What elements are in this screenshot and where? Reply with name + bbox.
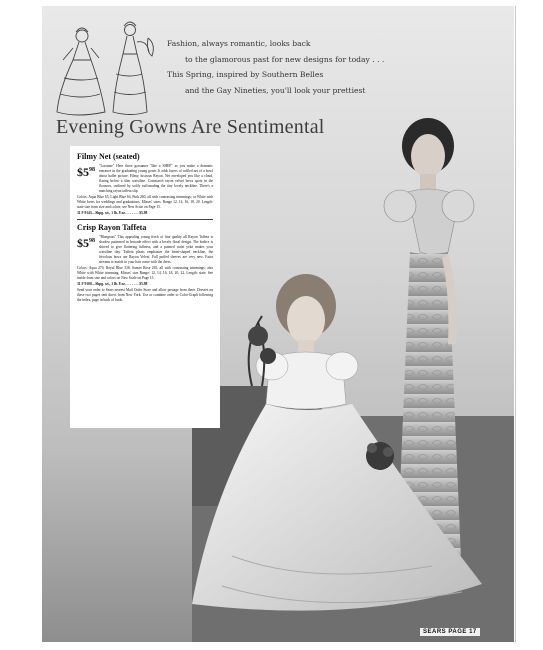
product-description-card	[70, 146, 220, 428]
page-edge	[515, 6, 516, 642]
page-footer: SEARS PAGE 17	[420, 628, 480, 636]
ordering-note: Send your order to Sears nearest Mail Order Store and allow postage from there. Dresses on these two pages sent direct from New York. Use or combine order to Color-Graph following the index, page in back of book.	[77, 288, 213, 302]
item-title: Crisp Rayon Taffeta	[77, 223, 147, 232]
page-headline: Evening Gowns Are Sentimental	[56, 116, 325, 138]
item-body-text: Colors: Aqua 270, Royal Blue 338, Sunset Rose 265, all with contrasting trimmings; also White with White trimming. Misses' size Range: 12, 14, 16, 18, 20, 22. Length: state. See inside front size and colors on New Scale on Page 15.	[77, 266, 213, 280]
order-line: 31 F 9100—Shpg. wt., 1 lb. 8 oz. . . . . . . . $5.98	[77, 282, 148, 286]
item-lead-text: "Lorraine" Here there gossamer "like a SHEP" as you make a dramatic entrance in the graduating young gown. It adds layers of ruffled net of a bowl about ballet picture. Filmy, lustrous Rayon. Net enveloped you like a cloud, flaring below a slim waistline. Cornstarch rayon velvet bows spots in the flounces, outlined by softly suffounding the tiny lovely neckline. There's a matching rayon taffeta slip.	[99, 164, 213, 193]
order-line: 31 F 9143—Shpg. wt., 1 lb. 8 oz. . . . . . . . $5.98	[77, 211, 148, 215]
item-title: Filmy Net (seated)	[77, 152, 140, 161]
intro-line: to the glamorous past for new designs for today . . .	[185, 54, 385, 64]
price-row	[77, 164, 213, 194]
divider	[77, 219, 213, 220]
intro-line: Fashion, always romantic, looks back	[167, 39, 311, 48]
belles-sketch-illustration	[52, 18, 167, 126]
item-price: $\$5^{98}$	[77, 236, 95, 250]
intro-line: This Spring, inspired by Southern Belles	[167, 70, 324, 79]
item-price: $\$5^{98}$	[77, 165, 95, 179]
catalog-page	[42, 6, 514, 642]
item-lead-text: "Bluegrass" This appealing young frock of fine quality all Rayon Taffeta is shadow patterned in brocade effect with a lovely floral design. The bodice is shirred to give flattering fullness, and a pointed waist yoke makes your waistline tiny. Taffeta pleats emphasize the heart-shaped neckline, the frivolous bows are Rayon Velvet. Full puffed sleeves are very new. Extra streams to match in your hair come with the dress.	[99, 235, 213, 264]
gowns-photo	[192, 86, 514, 642]
intro-line: and the Gay Nineties, you'll look your prettiest	[185, 85, 366, 95]
price-row	[77, 235, 213, 265]
item-body-text: Colors: Aqua Blue 65, Light Blue 64, Pink 260, all with contrasting trimmings; or White with White bows for weddings and graduations. Misses' sizes: Range 12, 14, 16, 18, 20. Length: state size from size and colors; see New Scale on Page 15.	[77, 195, 213, 209]
